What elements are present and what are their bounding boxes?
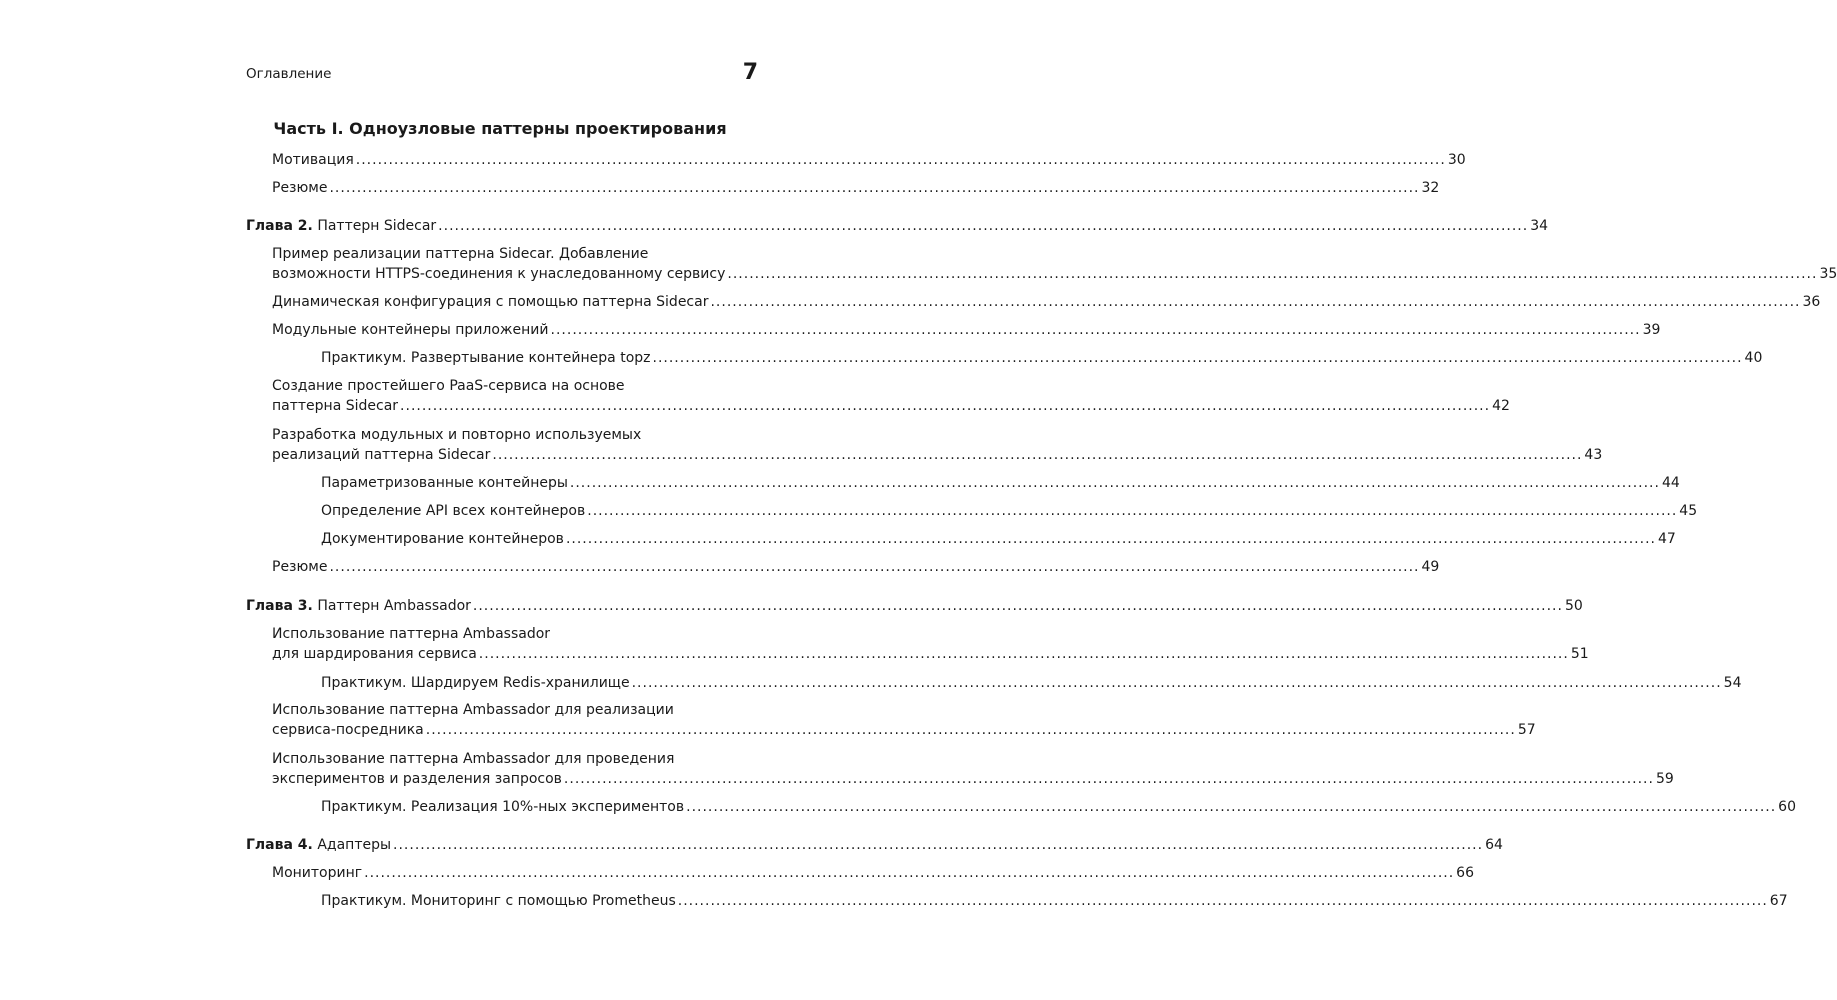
toc-entry-line: [272, 700, 757, 720]
page-number: 7: [742, 60, 758, 85]
toc-entry-title: Параметризованные контейнеры: [321, 475, 568, 491]
toc-entry-title: паттерна Sidecar: [272, 398, 399, 414]
toc-entry-title: Глава 4. Адаптеры: [246, 837, 392, 853]
toc-entry-line: [272, 150, 1466, 170]
part-title: Часть I. Одноузловые паттерны проектирования: [273, 119, 727, 138]
chapter-label: Глава 2.: [246, 218, 313, 234]
toc-page-number: 35: [1819, 266, 1837, 282]
toc-page-number: 30: [1447, 152, 1466, 168]
toc-entry-title: сервиса-посредника: [272, 722, 424, 738]
dot-leader: ........................................................................................................................................................................................................: [329, 559, 1420, 575]
toc-page-number: 67: [1769, 893, 1788, 909]
dot-leader: ........................................................................................................................................................................................................: [472, 598, 1563, 614]
dot-leader: ........................................................................................................................................................................................................: [329, 180, 1420, 196]
dot-leader: ........................................................................................................................................................................................................: [563, 771, 1654, 787]
toc-entry: [272, 624, 1589, 664]
toc-entry-line: [321, 348, 1763, 368]
toc-entry-line: [321, 529, 1676, 549]
toc-entry-title: Модульные контейнеры приложений: [272, 322, 549, 338]
toc-entry-line: [272, 624, 757, 644]
toc-entry-title: Разработка модульных и повторно используемых: [272, 427, 642, 443]
toc-entry-title: Создание простейшего PaaS-сервиса на основе: [272, 378, 625, 394]
toc-entry-line: [272, 396, 1510, 416]
toc-page-number: 50: [1564, 598, 1583, 614]
toc-entry-line: [272, 376, 757, 396]
toc-entry-title: Мониторинг: [272, 865, 363, 881]
toc-page-number: 49: [1421, 559, 1440, 575]
toc-entry-line: [272, 863, 1474, 883]
toc-entry-line: [272, 445, 1603, 465]
dot-leader: ........................................................................................................................................................................................................: [478, 646, 1569, 662]
toc-entry-line: [321, 797, 1796, 817]
toc-page-number: 39: [1642, 322, 1661, 338]
chapter-label: Глава 3.: [246, 598, 313, 614]
toc-page-number: 64: [1485, 837, 1503, 853]
toc-page-number: 42: [1492, 398, 1510, 414]
toc-page-number: 43: [1584, 447, 1603, 463]
toc-chapter-entry: [246, 835, 1503, 855]
toc-page-number: 60: [1778, 799, 1796, 815]
toc-entry: [272, 244, 1837, 284]
dot-leader: ........................................................................................................................................................................................................: [438, 218, 1529, 234]
toc-entry-title: Практикум. Развертывание контейнера topz: [321, 350, 651, 366]
toc-entry-title: Резюме: [272, 559, 328, 575]
toc-entry-line: [272, 264, 1837, 284]
toc-chapter-entry: [246, 596, 1583, 616]
dot-leader: ........................................................................................................................................................................................................: [425, 722, 1516, 738]
toc-entry-title: Использование паттерна Ambassador для реализации: [272, 702, 674, 718]
toc-entry-title: Использование паттерна Ambassador для проведения: [272, 751, 675, 767]
toc-entry: [272, 700, 1536, 740]
toc-entry-title: Использование паттерна Ambassador: [272, 626, 551, 642]
toc-page-number: 51: [1570, 646, 1589, 662]
toc-entry: [321, 891, 1788, 911]
dot-leader: ........................................................................................................................................................................................................: [727, 266, 1818, 282]
dot-leader: ........................................................................................................................................................................................................: [550, 322, 1641, 338]
toc-entry-title: Практикум. Реализация 10%-ных экспериментов: [321, 799, 685, 815]
toc-entry-line: [272, 769, 1674, 789]
toc-entry: [321, 501, 1698, 521]
dot-leader: ........................................................................................................................................................................................................: [355, 152, 1446, 168]
toc-page-number: 66: [1456, 865, 1474, 881]
dot-leader: ........................................................................................................................................................................................................: [686, 799, 1777, 815]
toc-entry-line: [321, 891, 1788, 911]
dot-leader: ........................................................................................................................................................................................................: [631, 675, 1722, 691]
toc-entry: [272, 178, 1440, 198]
dot-leader: ........................................................................................................................................................................................................: [364, 865, 1455, 881]
dot-leader: ........................................................................................................................................................................................................: [492, 447, 1583, 463]
running-header: Оглавление: [246, 66, 332, 82]
toc-entry-line: [321, 501, 1698, 521]
dot-leader: ........................................................................................................................................................................................................: [569, 475, 1660, 491]
toc-entry-line: [246, 216, 1549, 236]
toc-page-number: 34: [1530, 218, 1549, 234]
toc-entry-line: [272, 425, 757, 445]
toc-entry-title: Резюме: [272, 180, 328, 196]
toc-entry: [321, 529, 1676, 549]
toc-entry-line: [272, 644, 1589, 664]
toc-entry-line: [246, 835, 1503, 855]
toc-page-number: 44: [1661, 475, 1680, 491]
toc-entry-line: [272, 749, 757, 769]
dot-leader: ........................................................................................................................................................................................................: [400, 398, 1491, 414]
toc-entry-title: экспериментов и разделения запросов: [272, 771, 562, 787]
toc-entry-title: Глава 2. Паттерн Sidecar: [246, 218, 437, 234]
toc-page-number: 40: [1744, 350, 1763, 366]
toc-entry: [272, 150, 1466, 170]
toc-entry-title: Мотивация: [272, 152, 354, 168]
toc-entry-title: для шардирования сервиса: [272, 646, 477, 662]
toc-entry: [272, 320, 1661, 340]
toc-entry-line: [272, 292, 1821, 312]
toc-entry-title: возможности HTTPS-соединения к унаследованному сервису: [272, 266, 726, 282]
toc-entry-line: [272, 720, 1536, 740]
toc-entry-title: Динамическая конфигурация с помощью паттерна Sidecar: [272, 294, 709, 310]
toc-entry-title: Глава 3. Паттерн Ambassador: [246, 598, 471, 614]
toc-entry-title: реализаций паттерна Sidecar: [272, 447, 491, 463]
toc-entry-title: Пример реализации паттерна Sidecar. Добавление: [272, 246, 649, 262]
toc-entry-line: [272, 178, 1440, 198]
toc-entry-line: [272, 557, 1440, 577]
toc-page-number: 36: [1802, 294, 1821, 310]
toc-entry-title: Документирование контейнеров: [321, 531, 564, 547]
dot-leader: ........................................................................................................................................................................................................: [565, 531, 1656, 547]
toc-page-number: 45: [1679, 503, 1698, 519]
chapter-label: Глава 4.: [246, 837, 313, 853]
dot-leader: ........................................................................................................................................................................................................: [652, 350, 1743, 366]
toc-page-number: 57: [1517, 722, 1536, 738]
toc-page-number: 47: [1657, 531, 1676, 547]
toc-entry: [272, 292, 1821, 312]
toc-entry-line: [321, 473, 1680, 493]
toc-entry: [321, 473, 1680, 493]
toc-entry: [272, 376, 1510, 416]
toc-entry-line: [321, 673, 1742, 693]
toc-entry-line: [272, 244, 757, 264]
toc-entry-line: [246, 596, 1583, 616]
toc-entry-title: Определение API всех контейнеров: [321, 503, 586, 519]
toc-page-number: 54: [1723, 675, 1742, 691]
toc-entry: [321, 348, 1763, 368]
toc-entry-title: Практикум. Мониторинг с помощью Prometheus: [321, 893, 676, 909]
toc-entry: [272, 557, 1440, 577]
toc-entry: [272, 863, 1474, 883]
toc-entry-line: [272, 320, 1661, 340]
toc-entry: [272, 749, 1674, 789]
dot-leader: ........................................................................................................................................................................................................: [393, 837, 1484, 853]
toc-entry: [321, 797, 1796, 817]
dot-leader: ........................................................................................................................................................................................................: [710, 294, 1801, 310]
toc-chapter-entry: [246, 216, 1549, 236]
toc-entry-title: Практикум. Шардируем Redis-хранилище: [321, 675, 630, 691]
dot-leader: ........................................................................................................................................................................................................: [587, 503, 1678, 519]
toc-entry: [321, 673, 1742, 693]
toc-entry: [272, 425, 1603, 465]
toc-page-number: 59: [1655, 771, 1674, 787]
toc-page-number: 32: [1421, 180, 1440, 196]
dot-leader: ........................................................................................................................................................................................................: [677, 893, 1768, 909]
